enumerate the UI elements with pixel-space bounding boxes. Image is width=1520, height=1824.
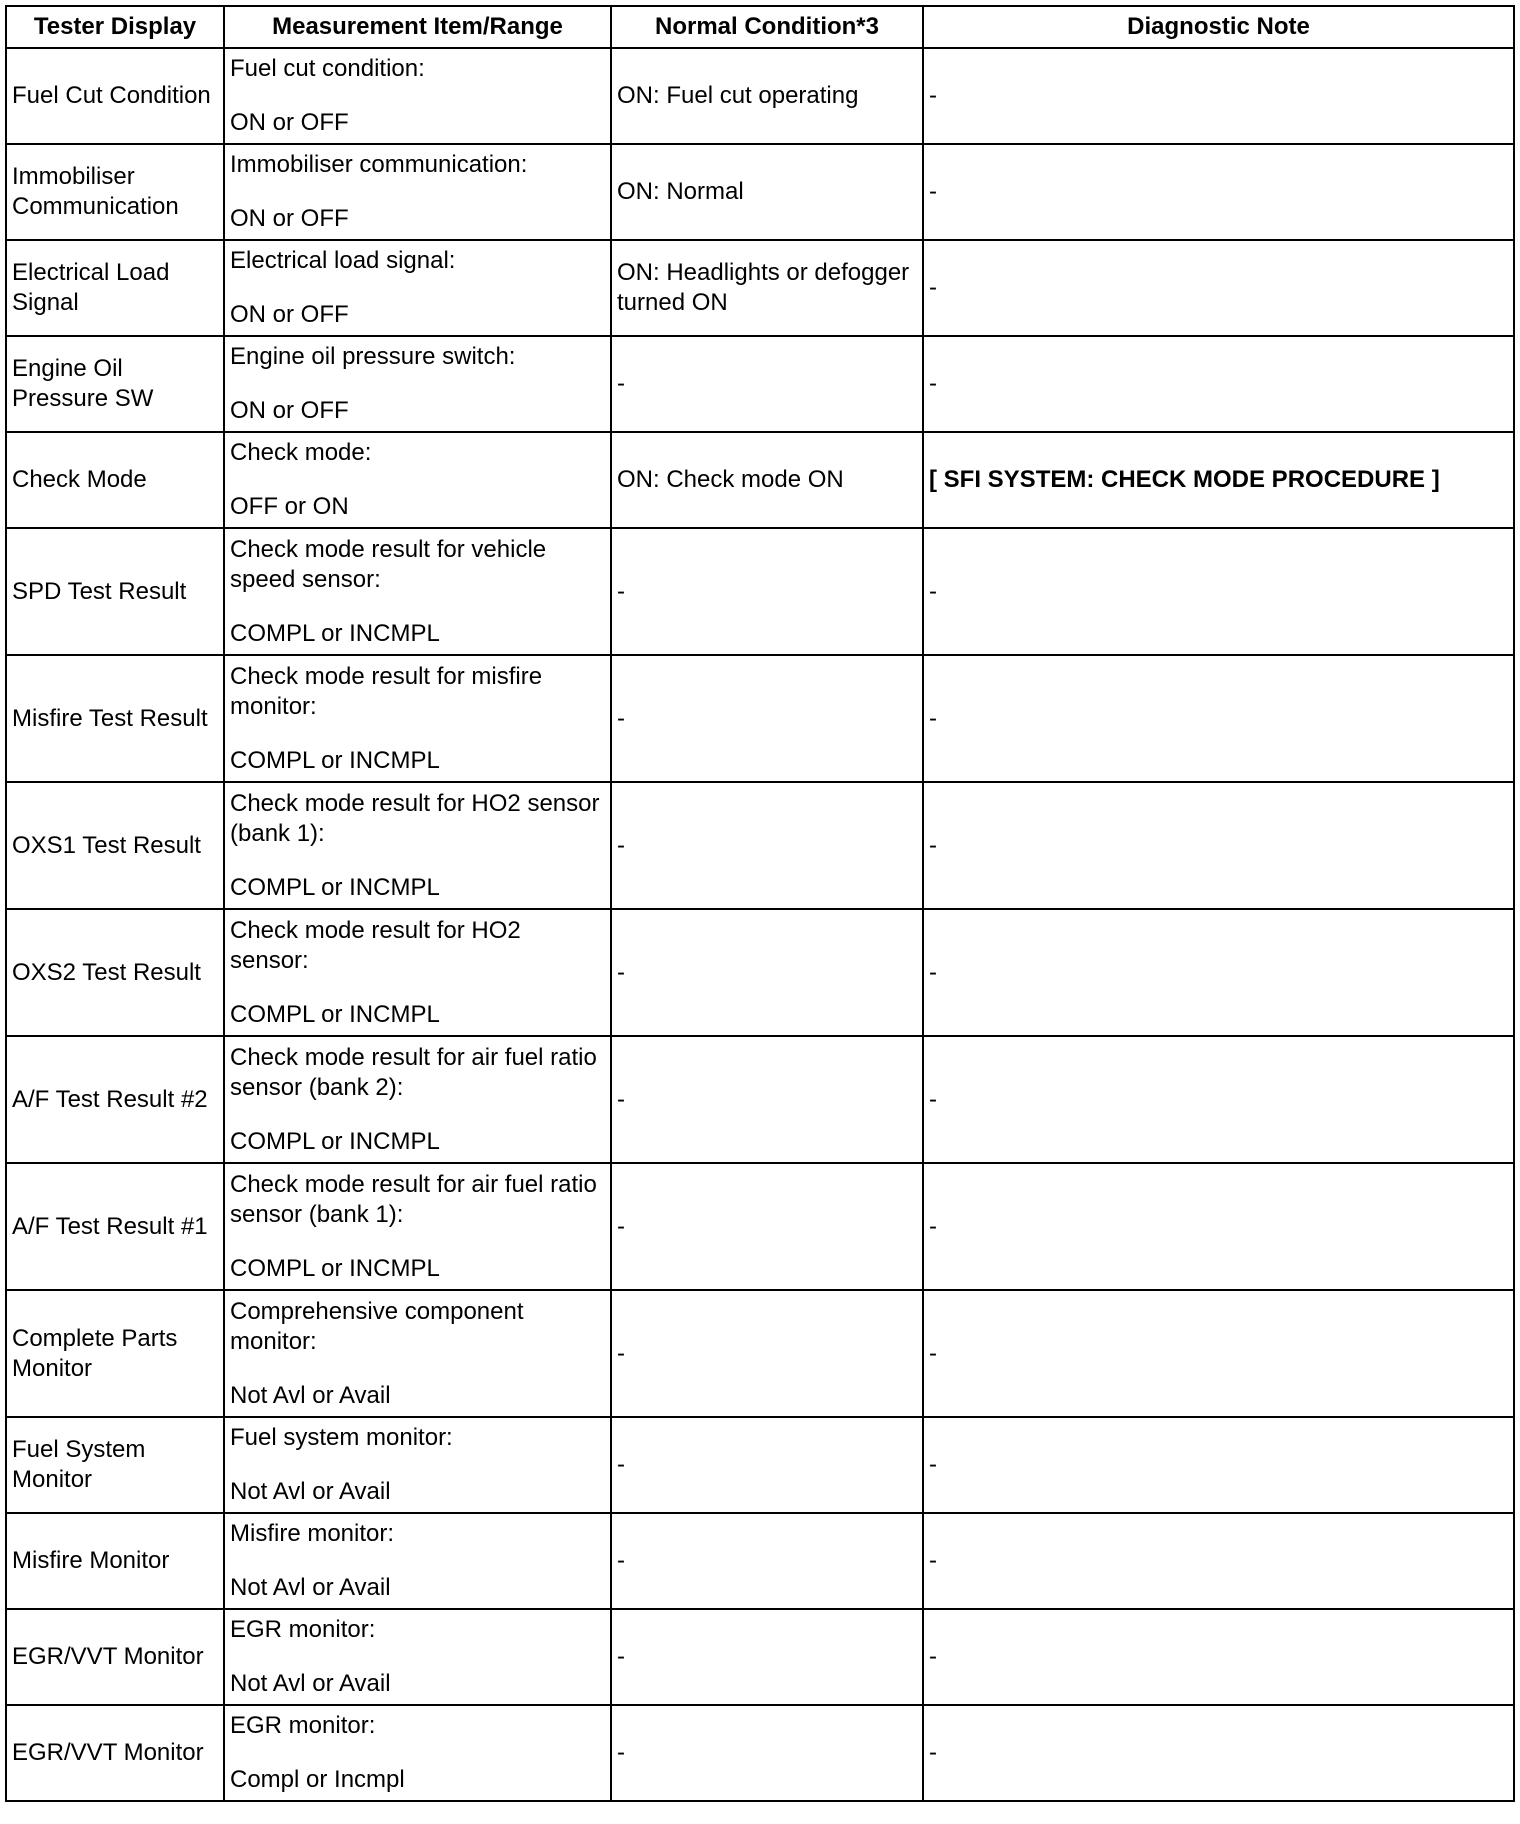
diagnostic-note-cell: -	[923, 48, 1514, 144]
measurement-range: ON or OFF	[230, 397, 349, 424]
table-row	[6, 1513, 1514, 1609]
table-row	[6, 782, 1514, 909]
table-row	[6, 240, 1514, 336]
measurement-item: Check mode result for air fuel ratio sensor (bank 1):	[230, 1170, 597, 1228]
diagnostic-note-cell: -	[923, 528, 1514, 655]
measurement-range: COMPL or INCMPL	[230, 746, 440, 774]
table-row	[6, 1163, 1514, 1290]
measurement-cell	[224, 1513, 611, 1609]
table-row	[6, 432, 1514, 528]
table-row	[6, 1705, 1514, 1801]
measurement-range: ON or OFF	[230, 205, 349, 232]
normal-condition-cell: -	[611, 1290, 923, 1417]
measurement-cell	[224, 1705, 611, 1801]
data-list-table	[5, 5, 1515, 1802]
normal-condition-cell: ON: Normal	[611, 144, 923, 240]
table-row	[6, 48, 1514, 144]
diagnostic-note-cell: -	[923, 240, 1514, 336]
measurement-cell	[224, 1290, 611, 1417]
table-row	[6, 1036, 1514, 1163]
diagnostic-note-cell: -	[923, 1417, 1514, 1513]
tester-display-cell: Electrical Load Signal	[6, 240, 224, 336]
diagnostic-note-cell: -	[923, 909, 1514, 1036]
table-row	[6, 655, 1514, 782]
normal-condition-cell: -	[611, 782, 923, 909]
measurement-item: Misfire monitor:	[230, 1520, 395, 1547]
tester-display-cell: Immobiliser Communication	[6, 144, 224, 240]
measurement-range: COMPL or INCMPL	[230, 1127, 440, 1155]
measurement-item: EGR monitor:	[230, 1616, 376, 1643]
diagnostic-note-cell: -	[923, 144, 1514, 240]
diagnostic-note-cell: -	[923, 1513, 1514, 1609]
measurement-range: COMPL or INCMPL	[230, 1000, 440, 1028]
normal-condition-cell: -	[611, 528, 923, 655]
measurement-cell	[224, 1036, 611, 1163]
tester-display-cell: EGR/VVT Monitor	[6, 1705, 224, 1801]
tester-display-cell: EGR/VVT Monitor	[6, 1609, 224, 1705]
measurement-item: Check mode result for HO2 sensor (bank 1):	[230, 789, 600, 847]
diagnostic-note-cell: -	[923, 336, 1514, 432]
measurement-item: Fuel system monitor:	[230, 1424, 453, 1451]
diagnostic-note-link[interactable]: [ SFI SYSTEM: CHECK MODE PROCEDURE ]	[923, 432, 1514, 528]
tester-display-cell: OXS2 Test Result	[6, 909, 224, 1036]
table-row	[6, 1417, 1514, 1513]
normal-condition-cell: -	[611, 1609, 923, 1705]
measurement-cell	[224, 144, 611, 240]
measurement-range: ON or OFF	[230, 301, 349, 328]
tester-display-cell: A/F Test Result #2	[6, 1036, 224, 1163]
table-row	[6, 336, 1514, 432]
normal-condition-cell: -	[611, 909, 923, 1036]
measurement-cell	[224, 1417, 611, 1513]
diagnostic-note-cell: -	[923, 1163, 1514, 1290]
normal-condition-cell: ON: Check mode ON	[611, 432, 923, 528]
normal-condition-cell: -	[611, 1036, 923, 1163]
normal-condition-cell: -	[611, 1417, 923, 1513]
measurement-item: Check mode result for air fuel ratio sensor (bank 2):	[230, 1043, 597, 1101]
diagnostic-note-cell: -	[923, 782, 1514, 909]
header-diagnostic-note: Diagnostic Note	[923, 6, 1514, 48]
tester-display-cell: Engine Oil Pressure SW	[6, 336, 224, 432]
tester-display-cell: A/F Test Result #1	[6, 1163, 224, 1290]
measurement-item: Comprehensive component monitor:	[230, 1297, 524, 1355]
measurement-range: Compl or Incmpl	[230, 1766, 405, 1793]
measurement-cell	[224, 655, 611, 782]
table-row	[6, 1609, 1514, 1705]
measurement-range: Not Avl or Avail	[230, 1574, 391, 1601]
measurement-item: Immobiliser communication:	[230, 151, 528, 178]
tester-display-cell: SPD Test Result	[6, 528, 224, 655]
table-row	[6, 909, 1514, 1036]
measurement-cell	[224, 782, 611, 909]
tester-display-cell: Misfire Test Result	[6, 655, 224, 782]
tester-display-cell: Fuel System Monitor	[6, 1417, 224, 1513]
measurement-cell	[224, 528, 611, 655]
diagnostic-note-cell: -	[923, 1609, 1514, 1705]
table-row	[6, 528, 1514, 655]
tester-display-cell: Complete Parts Monitor	[6, 1290, 224, 1417]
diagnostic-note-cell: -	[923, 655, 1514, 782]
diagnostic-note-cell: -	[923, 1290, 1514, 1417]
header-tester-display: Tester Display	[6, 6, 224, 48]
tester-display-cell: Fuel Cut Condition	[6, 48, 224, 144]
measurement-cell	[224, 48, 611, 144]
normal-condition-cell: -	[611, 655, 923, 782]
measurement-item: Engine oil pressure switch:	[230, 343, 516, 370]
header-row	[6, 6, 1514, 48]
header-normal-condition: Normal Condition*3	[611, 6, 923, 48]
diagnostic-note-cell: -	[923, 1705, 1514, 1801]
measurement-range: COMPL or INCMPL	[230, 619, 440, 647]
header-measurement-item: Measurement Item/Range	[224, 6, 611, 48]
table-row	[6, 144, 1514, 240]
measurement-cell	[224, 432, 611, 528]
tester-display-cell: OXS1 Test Result	[6, 782, 224, 909]
measurement-range: Not Avl or Avail	[230, 1670, 391, 1697]
diagnostic-note-cell: -	[923, 1036, 1514, 1163]
measurement-item: Electrical load signal:	[230, 247, 456, 274]
measurement-cell	[224, 909, 611, 1036]
measurement-item: EGR monitor:	[230, 1712, 376, 1739]
measurement-cell	[224, 336, 611, 432]
measurement-range: Not Avl or Avail	[230, 1478, 391, 1505]
measurement-item: Check mode result for HO2 sensor:	[230, 916, 521, 974]
measurement-range: Not Avl or Avail	[230, 1381, 391, 1409]
measurement-item: Check mode result for misfire monitor:	[230, 662, 543, 720]
normal-condition-cell: ON: Fuel cut operating	[611, 48, 923, 144]
table-row	[6, 1290, 1514, 1417]
measurement-range: ON or OFF	[230, 109, 349, 136]
document	[5, 5, 1513, 1802]
measurement-cell	[224, 1609, 611, 1705]
measurement-range: COMPL or INCMPL	[230, 1254, 440, 1282]
normal-condition-cell: -	[611, 1705, 923, 1801]
tester-display-cell: Check Mode	[6, 432, 224, 528]
measurement-range: OFF or ON	[230, 493, 349, 520]
normal-condition-cell: -	[611, 1513, 923, 1609]
normal-condition-cell: -	[611, 1163, 923, 1290]
measurement-item: Check mode:	[230, 439, 372, 466]
measurement-item: Check mode result for vehicle speed sensor:	[230, 535, 547, 593]
tester-display-cell: Misfire Monitor	[6, 1513, 224, 1609]
measurement-range: COMPL or INCMPL	[230, 873, 440, 901]
normal-condition-cell: -	[611, 336, 923, 432]
measurement-cell	[224, 1163, 611, 1290]
measurement-item: Fuel cut condition:	[230, 55, 425, 82]
normal-condition-cell: ON: Headlights or defogger turned ON	[611, 240, 923, 336]
measurement-cell	[224, 240, 611, 336]
